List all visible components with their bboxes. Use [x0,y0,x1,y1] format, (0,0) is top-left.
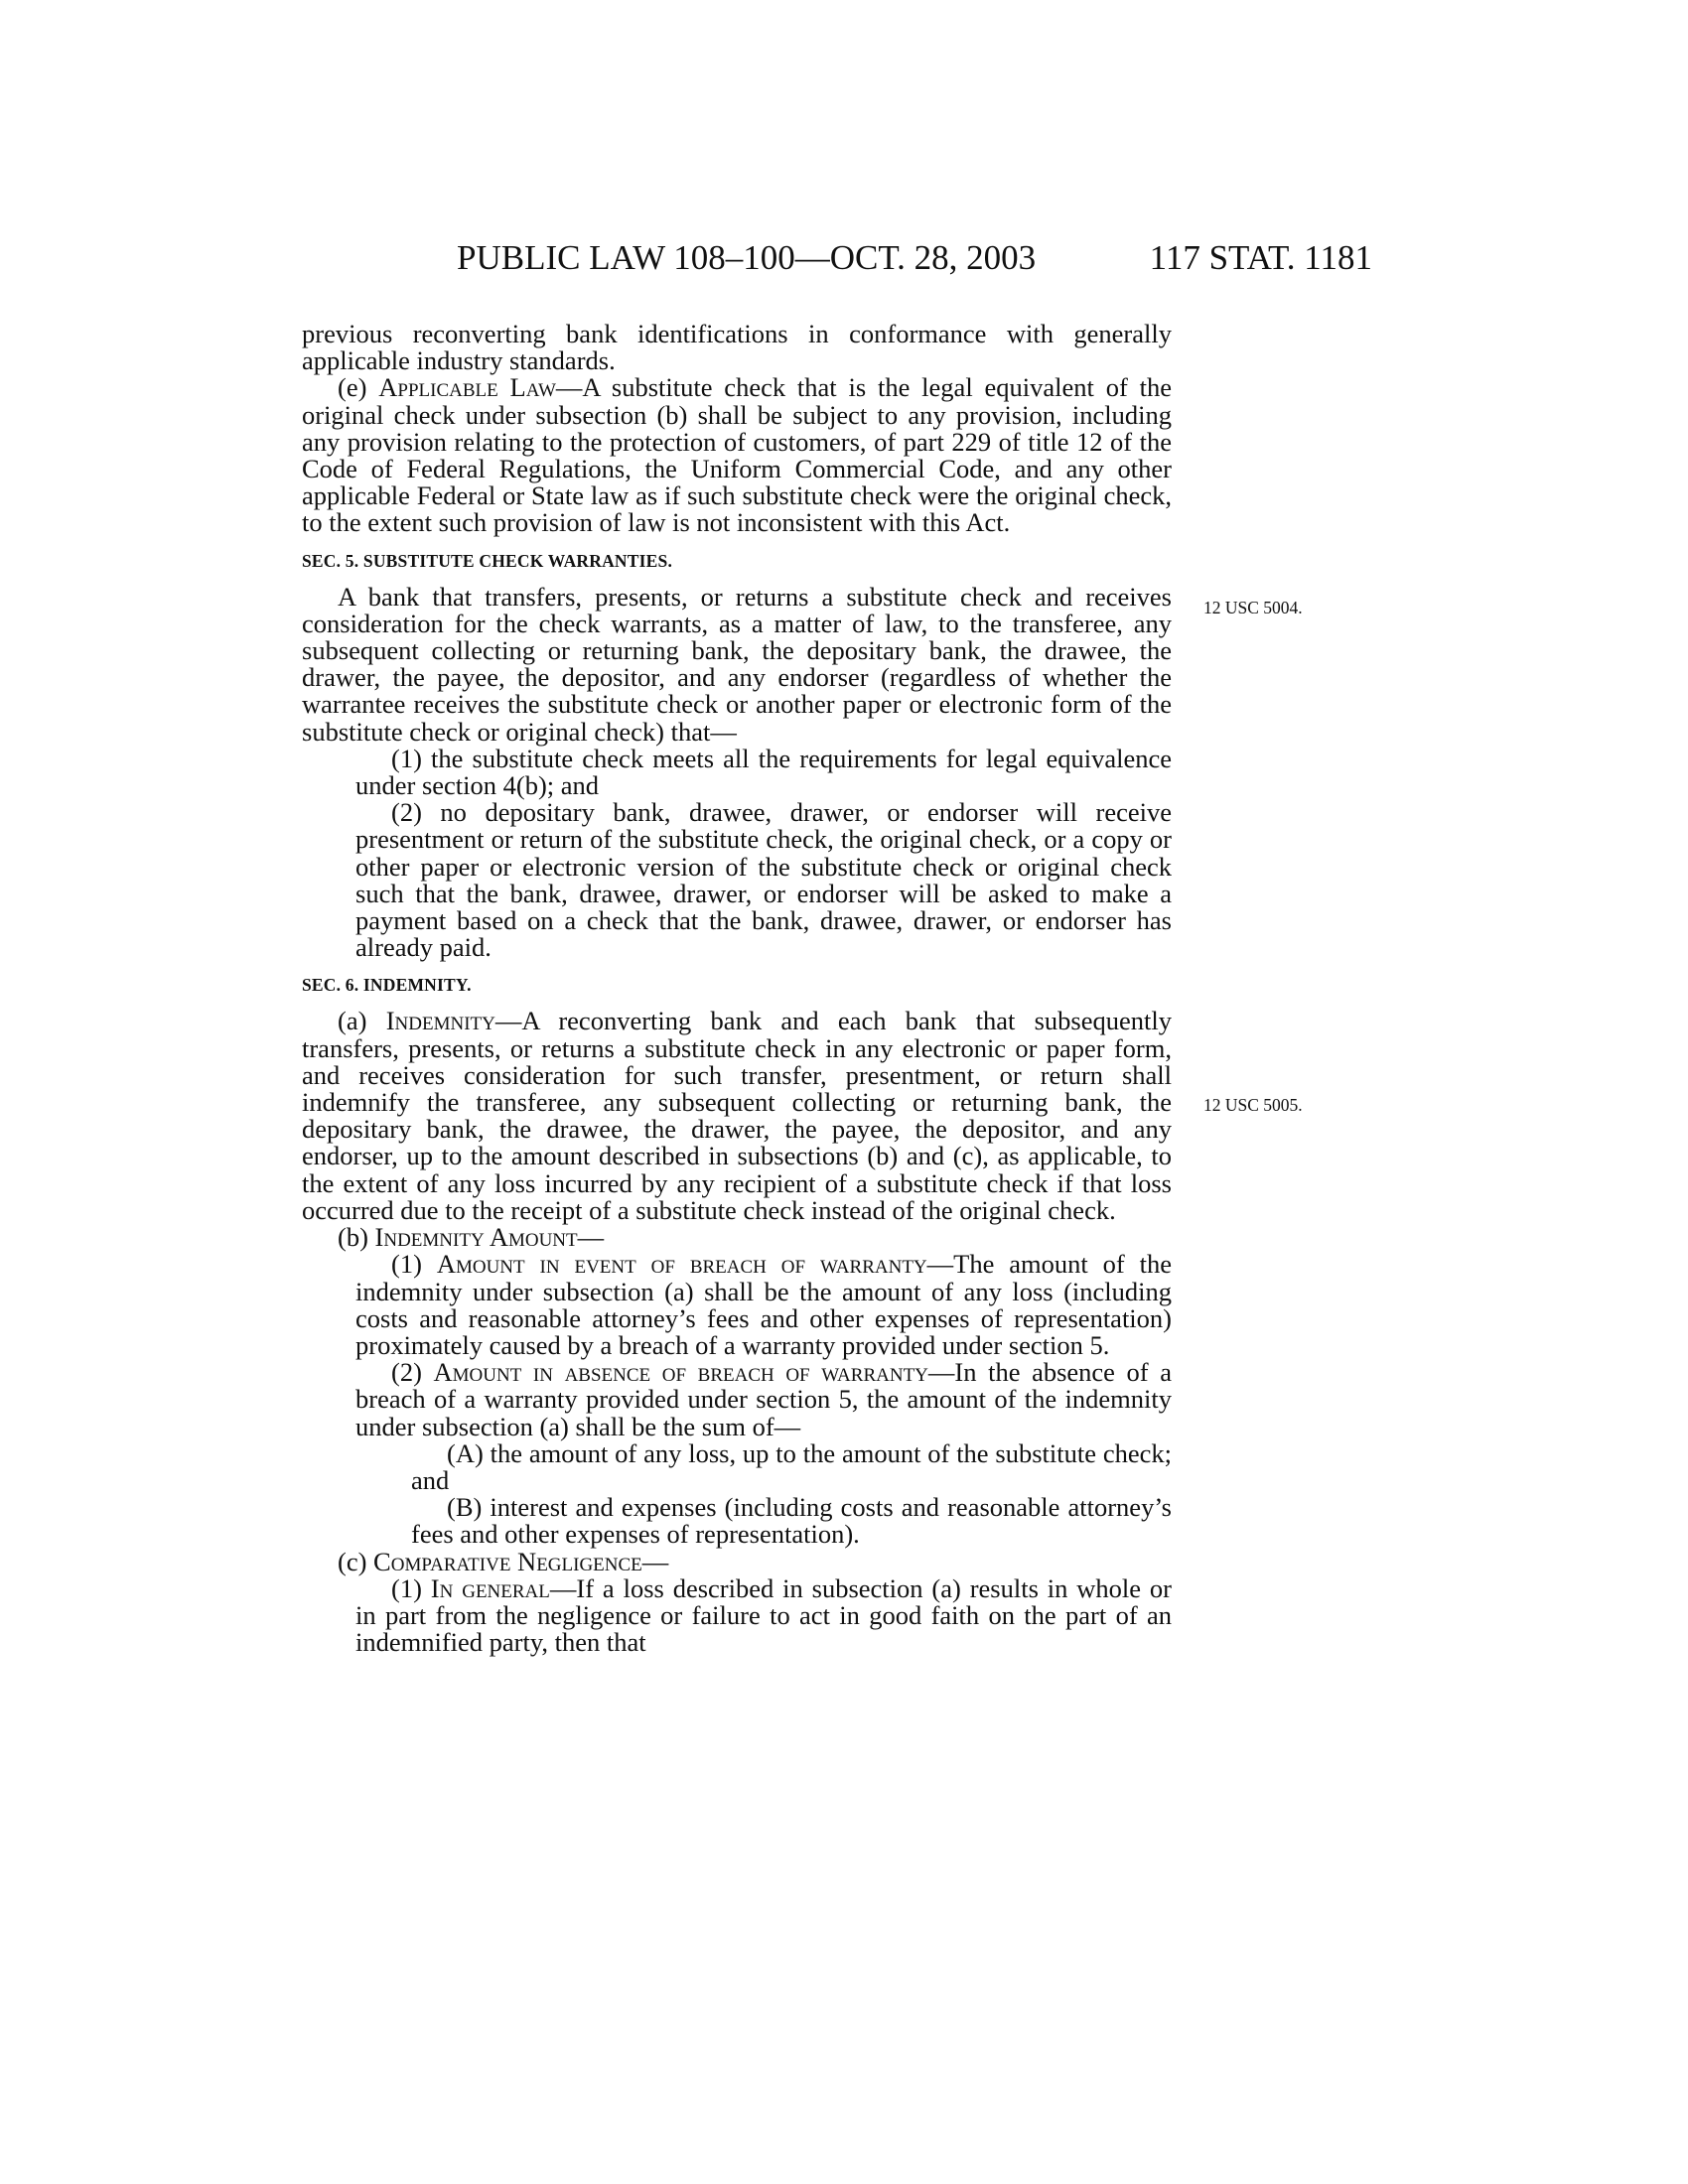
subsection-a-text: —A reconverting bank and each bank that subsequently transfers, presents, or returns a substitute check in any electronic or paper form, and receives consideration for such transfer, presentment, or return shall indemnify the transferee, any subsequent collecting or returning bank, the depositary bank, the drawee, the drawer, the payee, the depositor, and any endorser, up to the amount described in subsections (b) and (c), as applicable, to the extent of any loss incurred by any recipient of a substitute check if that loss occurred due to the receipt of a substitute check instead of the original check. [302,1006,1172,1225]
subsection-c-num: (c) [338,1546,374,1576]
subsection-b-heading: Indemnity Amount [374,1222,578,1253]
subsection-b-text: — [577,1222,605,1253]
subsection-b [302,1224,1172,1251]
paragraph-b2-text: —In the absence of a breach of a warranty provided under section 5, the amount of the indemnity under subsection (a) shall be the sum of— [355,1357,1172,1441]
margin-note-usc-5005: 12 USC 5005. [1203,1095,1303,1115]
subsection-e-heading: Applicable Law [378,372,556,403]
paragraph-b2 [302,1359,1172,1440]
subparagraph-b2a: (A) the amount of any loss, up to the amount of the substitute check; and [411,1437,1172,1495]
running-header [298,238,1372,298]
paragraph-c1 [302,1572,1172,1658]
subsection-e-text: —A substitute check that is the legal equivalent of the original check under subsection (b) shall be subject to any provision, including any provision relating to the protection of customers, of part 229 of title 12 of the Code of Federal Regulations, the Uniform Commercial Code, and any other applicable Federal or State law as if such substitute check were the original check, to the extent such provision of law is not inconsistent with this Act. [302,372,1172,538]
subsection-a-num: (a) [338,1006,386,1036]
statute-page-number: 117 STAT. 1181 [1149,238,1372,277]
paragraph-b1-heading: Amount in event of breach of warranty [436,1249,927,1280]
running-head-title: PUBLIC LAW 108–100—OCT. 28, 2003 [457,238,1037,277]
paragraph-c1-text: —If a loss described in subsection (a) results in whole or in part from the negligence or failure to act in good faith on the part of an indemnified party, then that [355,1572,1172,1658]
subsection-e [302,374,1172,536]
section-6-heading: SEC. 6. INDEMNITY. [302,975,472,996]
paragraph-b1-num: (1) [391,1249,437,1280]
paragraph-b2-num: (2) [391,1357,434,1388]
section-5-paragraph-1: (1) the substitute check meets all the requirements for legal equivalence under section 4(b); and [355,743,1172,801]
paragraph-c1-num: (1) [391,1572,431,1603]
paragraph-c1-heading: In general [430,1572,550,1603]
section-5-heading: SEC. 5. SUBSTITUTE CHECK WARRANTIES. [302,550,673,571]
subsection-a [302,1008,1172,1224]
subparagraph-b2b: (B) interest and expenses (including costs and reasonable attorney’s fees and other expenses of representation). [411,1492,1172,1550]
section-5-paragraph-2: (2) no depositary bank, drawee, drawer, or endorser will receive presentment or return of the substitute check, the original check, or a copy or other paper or electronic version of the substitute check or original check such that the bank, drawee, drawer, or endorser will be asked to make a payment based on a check that the bank, drawee, drawer, or endorser has already paid. [355,797,1172,963]
subsection-a-heading: Indemnity [385,1006,495,1036]
paragraph-b2-heading: Amount in absence of breach of warranty [433,1357,928,1388]
continuation-paragraph: previous reconverting bank identifications in conformance with generally applicable industry standards. [302,319,1172,376]
subsection-b-num: (b) [338,1222,375,1253]
margin-note-usc-5004: 12 USC 5004. [1203,598,1303,617]
subsection-e-num: (e) [338,372,379,403]
section-5-intro: A bank that transfers, presents, or returns a substitute check and receives consideration for the check warrants, as a matter of law, to the transferee, any subsequent collecting or returning bank, the depositary bank, the drawee, the drawer, the payee, the depositor, and any endorser (regardless of whether the warrantee receives the substitute check or another paper or electronic form of the substitute check or original check) that— [302,581,1172,747]
subsection-c-heading: Comparative Negligence [373,1546,642,1576]
subsection-c-text: — [641,1546,669,1576]
paragraph-b1 [302,1251,1172,1359]
statute-body [302,321,1172,1656]
paragraph-b1-text: —The amount of the indemnity under subsection (a) shall be the amount of any loss (including costs and reasonable attorney’s fees and other expenses of representation) proximately caused by a breach of a warranty provided under section 5. [355,1249,1173,1360]
subsection-c [302,1546,1172,1576]
